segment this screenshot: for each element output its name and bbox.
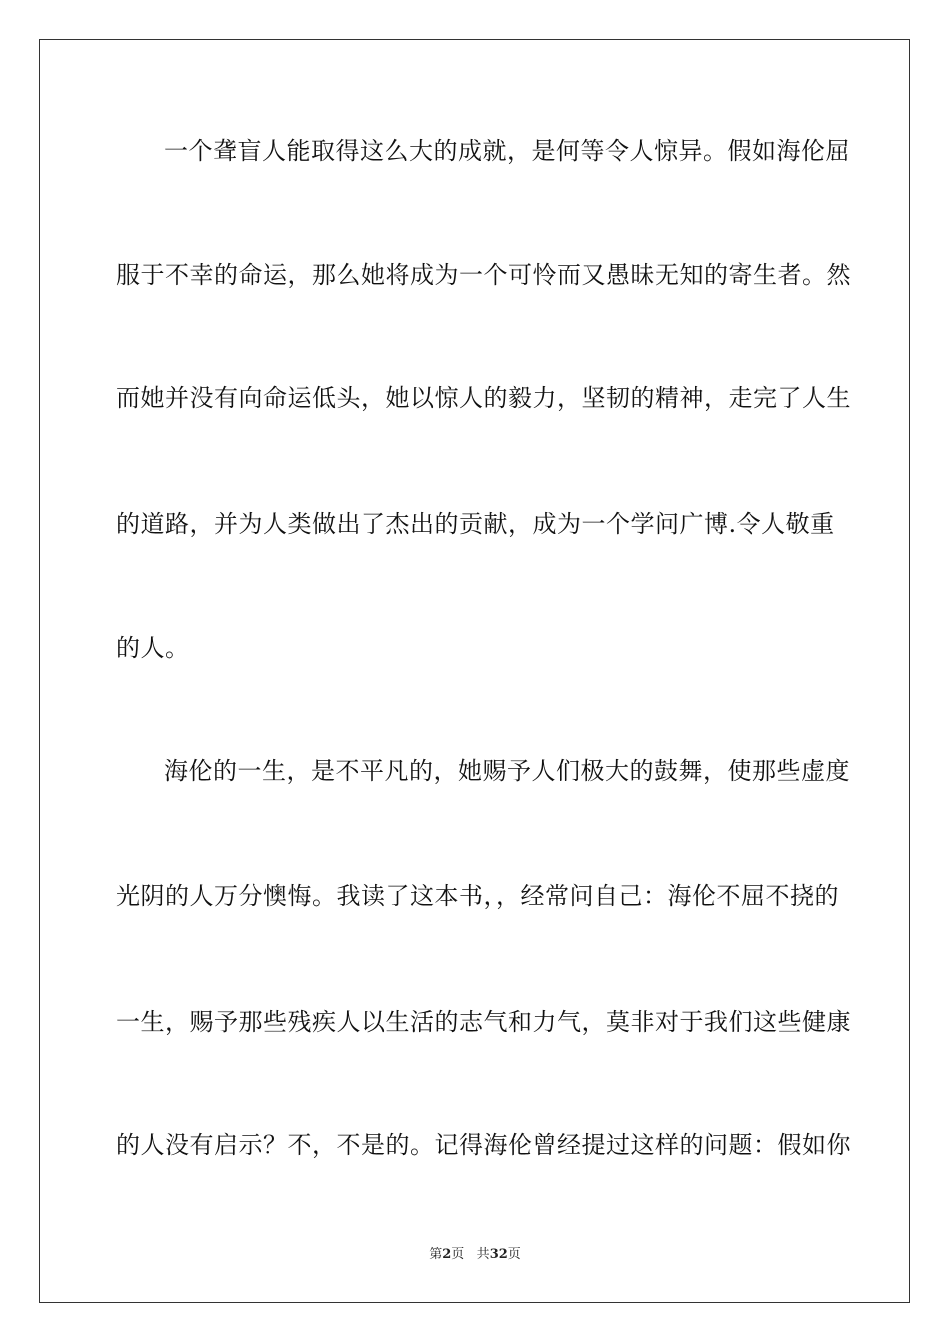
text-line: 一个聋盲人能取得这么大的成就，是何等令人惊异。假如海伦屈 bbox=[164, 137, 850, 165]
total-suffix: 页 bbox=[507, 1247, 521, 1262]
total-pages: 32 bbox=[489, 1247, 508, 1262]
text-line: 光阴的人万分懊悔。我读了这本书，，经常问自己：海伦不屈不挠的 bbox=[116, 882, 839, 910]
text-line: 的人没有启示？不，不是的。记得海伦曾经提过这样的问题：假如你 bbox=[116, 1131, 851, 1159]
text-line: 服于不幸的命运，那么她将成为一个可怜而又愚昧无知的寄生者。然 bbox=[116, 261, 851, 289]
text-line: 海伦的一生，是不平凡的，她赐予人们极大的鼓舞，使那些虚度 bbox=[164, 757, 850, 785]
page-suffix: 页 bbox=[451, 1247, 465, 1262]
page-border bbox=[39, 39, 910, 1303]
text-line: 的道路，并为人类做出了杰出的贡献，成为一个学问广博.令人敬重 bbox=[116, 510, 835, 538]
text-line: 一生，赐予那些残疾人以生活的志气和力气，莫非对于我们这些健康 bbox=[116, 1008, 851, 1036]
text-line: 的人。 bbox=[116, 634, 190, 662]
total-prefix: 共 bbox=[476, 1247, 490, 1262]
text-line: 而她并没有向命运低头，她以惊人的毅力，坚韧的精神，走完了人生 bbox=[116, 384, 851, 412]
page-number: 2 bbox=[442, 1247, 452, 1262]
page-prefix: 第 bbox=[429, 1247, 443, 1262]
page-footer bbox=[0, 1246, 950, 1264]
